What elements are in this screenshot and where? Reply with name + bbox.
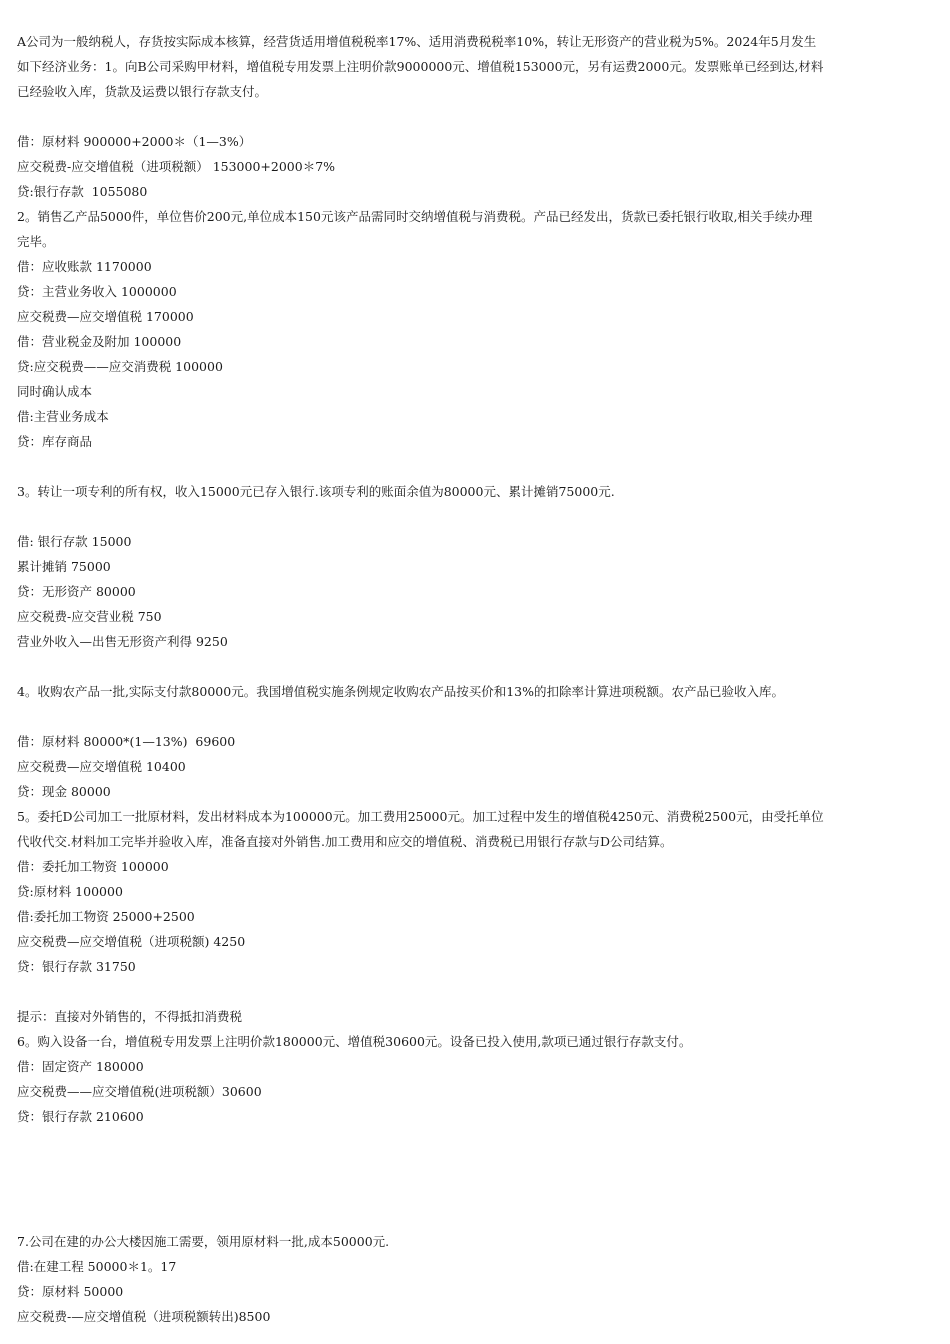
text-line: 借：原材料 900000+2000＊（1—3%）: [17, 134, 252, 149]
text-line: 贷：银行存款 210600: [17, 1109, 144, 1124]
blank-line: [17, 1179, 935, 1204]
blank-line: [17, 504, 935, 529]
text-line: 5。委托D公司加工一批原材料，发出材料成本为100000元。加工费用25000元。加工过程中发生的增值税4250元、消费税2500元，由受托单位: [17, 809, 824, 824]
text-line: A公司为一般纳税人，存货按实际成本核算，经营货适用增值税税率17%、适用消费税税率10%，转让无形资产的营业税为5%。2024年5月发生: [17, 34, 817, 49]
text-line: 贷：无形资产 80000: [17, 584, 136, 599]
text-line: 完毕。: [17, 234, 55, 249]
text-line: 借: 银行存款 15000: [17, 534, 132, 549]
text-line: 应交税费-应交营业税 750: [17, 609, 162, 624]
text-line: 4。收购农产品一批,实际支付款80000元。我国增值税实施条例规定收购农产品按买价和13%的扣除率计算进项税额。农产品已验收入库。: [17, 684, 784, 699]
text-line: 贷：库存商品: [17, 434, 93, 449]
text-line: 贷:应交税费——应交消费税 100000: [17, 359, 223, 374]
text-line: 借:主营业务成本: [17, 409, 109, 424]
blank-line: [17, 1154, 935, 1179]
text-line: 应交税费—应交增值税 10400: [17, 759, 186, 774]
text-line: 贷：银行存款 31750: [17, 959, 136, 974]
text-line: 贷:原材料 100000: [17, 884, 123, 899]
text-line: 代收代交.材料加工完毕并验收入库，准备直接对外销售.加工费用和应交的增值税、消费税已用银行存款与D公司结算。: [17, 834, 673, 849]
text-line: 贷：主营业务收入 1000000: [17, 284, 177, 299]
text-line: 借：原材料 80000*(1—13%) 69600: [17, 734, 236, 749]
blank-line: [17, 104, 935, 129]
blank-line: [17, 454, 935, 479]
text-line: 如下经济业务：1。向B公司采购甲材料，增值税专用发票上注明价款9000000元、增值税153000元，另有运费2000元。发票账单已经到达,材料: [17, 59, 824, 74]
blank-line: [17, 979, 935, 1004]
text-line: 应交税费-—应交增值税（进项税额转出)8500: [17, 1309, 271, 1324]
text-line: 贷:银行存款 1055080: [17, 184, 148, 199]
blank-line: [17, 1204, 935, 1229]
text-line: 3。转让一项专利的所有权，收入15000元已存入银行.该项专利的账面余值为80000元、累计摊销75000元.: [17, 484, 615, 499]
text-line: 应交税费——应交增值税(进项税额）30600: [17, 1084, 262, 1099]
blank-line: [17, 1129, 935, 1154]
text-line: 借：营业税金及附加 100000: [17, 334, 182, 349]
blank-line: [17, 704, 935, 729]
text-line: 累计摊销 75000: [17, 559, 111, 574]
text-line: 借:在建工程 50000＊1。17: [17, 1259, 177, 1274]
text-line: 贷：现金 80000: [17, 784, 111, 799]
text-line: 同时确认成本: [17, 384, 93, 399]
text-line: 借：应收账款 1170000: [17, 259, 152, 274]
text-line: 7.公司在建的办公大楼因施工需要，领用原材料一批,成本50000元.: [17, 1234, 390, 1249]
blank-line: [17, 654, 935, 679]
text-line: 已经验收入库，货款及运费以银行存款支付。: [17, 84, 268, 99]
document-body: [17, 29, 935, 1329]
text-line: 营业外收入—出售无形资产利得 9250: [17, 634, 228, 649]
text-line: 借：固定资产 180000: [17, 1059, 144, 1074]
text-line: 2。销售乙产品5000件，单位售价200元,单位成本150元该产品需同时交纳增值税与消费税。产品已经发出，货款已委托银行收取,相关手续办理: [17, 209, 813, 224]
text-line: 应交税费—应交增值税（进项税额) 4250: [17, 934, 246, 949]
text-line: 应交税费—应交增值税 170000: [17, 309, 194, 324]
text-line: 借：委托加工物资 100000: [17, 859, 169, 874]
text-line: 提示：直接对外销售的，不得抵扣消费税: [17, 1009, 243, 1024]
text-line: 借:委托加工物资 25000+2500: [17, 909, 195, 924]
text-line: 应交税费-应交增值税（进项税额） 153000+2000＊7%: [17, 159, 336, 174]
text-line: 6。购入设备一台，增值税专用发票上注明价款180000元、增值税30600元。设备已投入使用,款项已通过银行存款支付。: [17, 1034, 692, 1049]
text-line: 贷：原材料 50000: [17, 1284, 124, 1299]
